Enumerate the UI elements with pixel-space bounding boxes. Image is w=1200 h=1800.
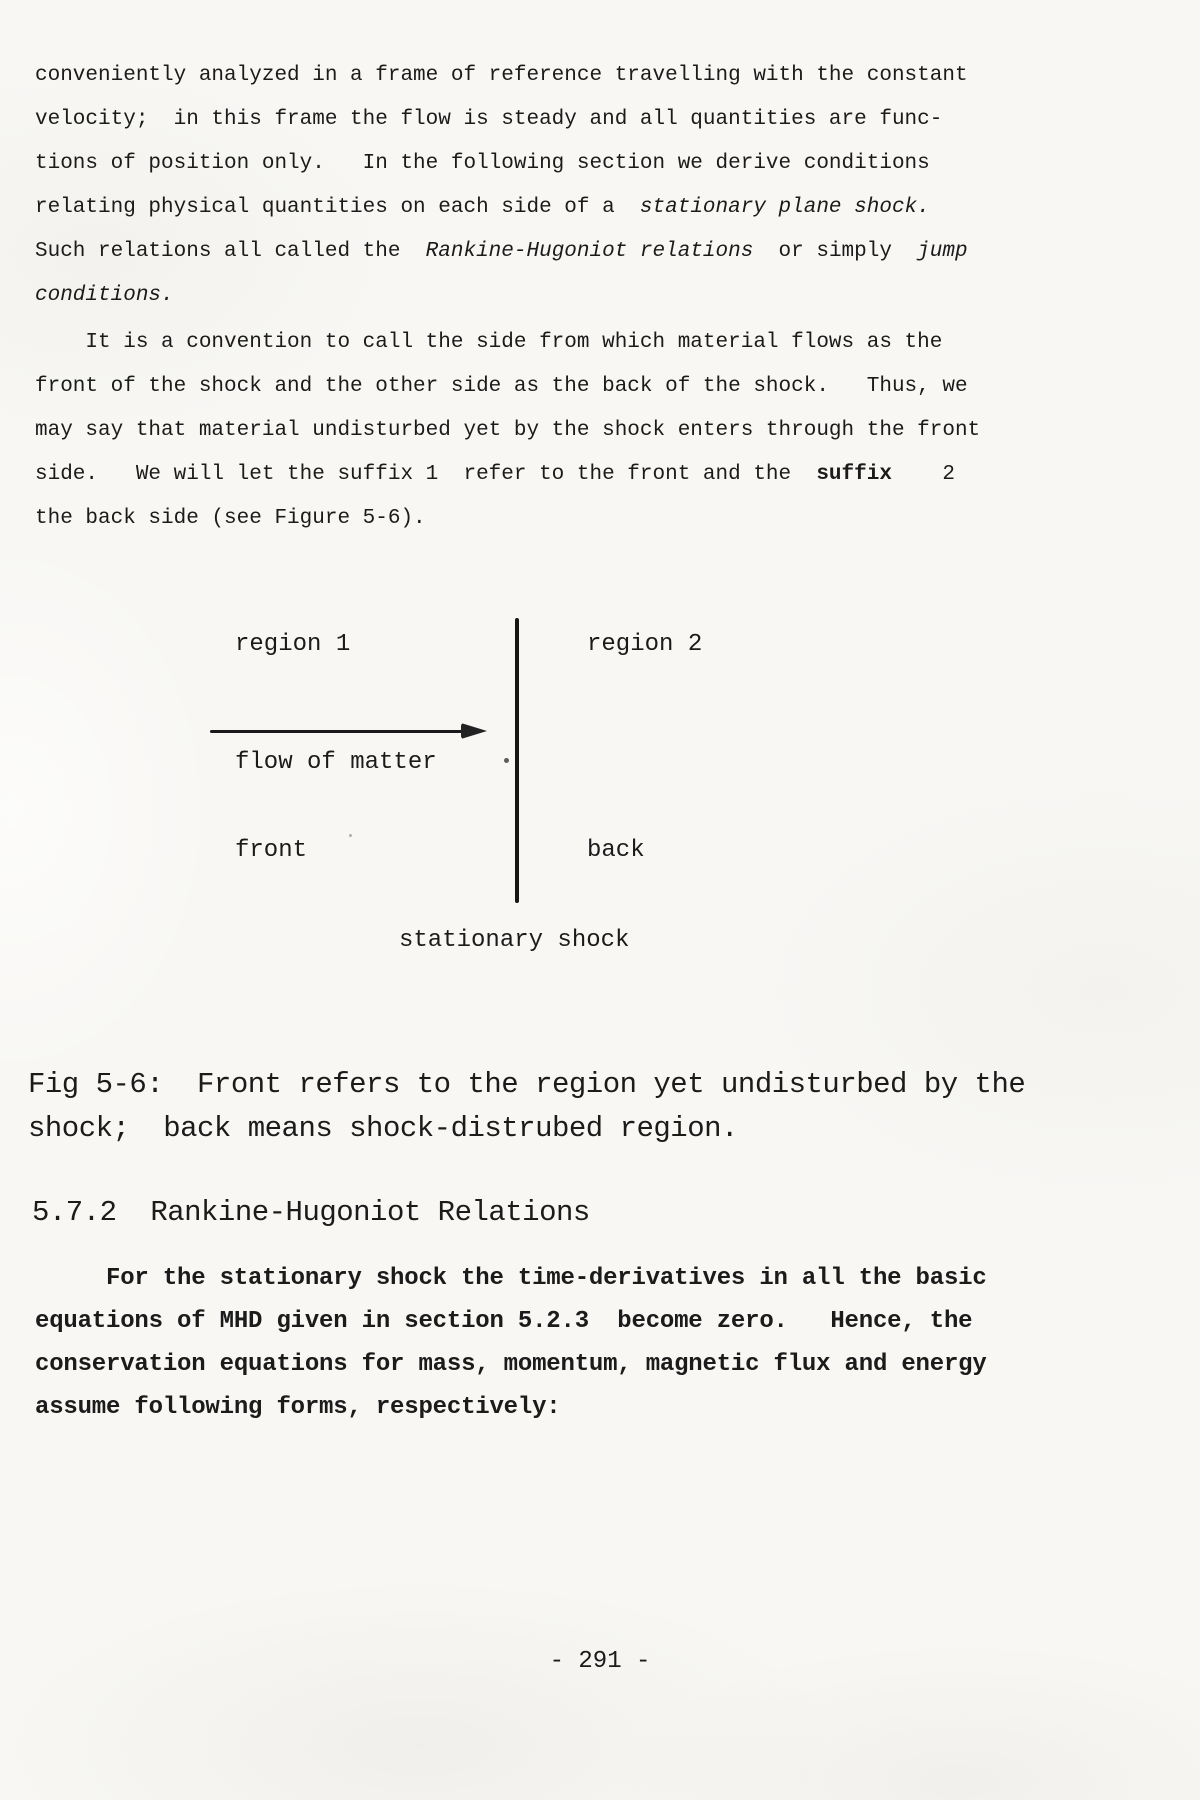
text-segment: Fig 5-6: Front refers to the region yet undisturbed by the	[28, 1068, 1026, 1101]
text-segment: equations of MHD given in section 5.2.3 become zero. Hence, the	[35, 1308, 973, 1335]
paragraph-rankine-hugoniot	[35, 1257, 987, 1429]
text-line	[35, 1343, 987, 1386]
text-segment: front of the shock and the other side as the back of the shock. Thus, we	[35, 375, 968, 398]
flow-arrow-head-icon	[461, 723, 487, 739]
section-heading: 5.7.2 Rankine-Hugoniot Relations	[32, 1196, 590, 1229]
figure-label-flow-of-matter: flow of matter	[235, 749, 437, 776]
text-segment: or simply	[753, 240, 918, 263]
text-line	[28, 1107, 1025, 1151]
text-segment: the back side (see Figure 5-6).	[35, 507, 426, 530]
flow-arrow	[210, 730, 463, 733]
scan-speck	[504, 758, 509, 763]
text-segment: Rankine-Hugoniot relations	[425, 240, 754, 263]
text-segment: stationary plane shock.	[639, 196, 930, 219]
text-segment: For the stationary shock the time-derivatives in all the basic	[35, 1265, 987, 1292]
text-segment: 2	[891, 463, 955, 486]
text-segment: may say that material undisturbed yet by the shock enters through the front	[35, 419, 981, 442]
figure-caption	[28, 1063, 1025, 1151]
page-number: - 291 -	[549, 1648, 651, 1675]
scan-speck	[349, 834, 352, 837]
text-segment: side. We will let the suffix 1 refer to the front and the	[35, 463, 817, 486]
text-line	[35, 1257, 987, 1300]
figure-label-region1: region 1	[235, 631, 351, 658]
text-segment: assume following forms, respectively:	[35, 1394, 561, 1421]
text-segment: It is a convention to call the side from which material flows as the	[35, 331, 943, 354]
text-segment: jump	[917, 240, 968, 263]
text-segment: tions of position only. In the following section we derive conditions	[35, 152, 930, 175]
shock-line	[515, 618, 519, 903]
figure-label-back: back	[587, 837, 645, 864]
text-segment: conservation equations for mass, momentum, magnetic flux and energy	[35, 1351, 987, 1378]
text-segment: Such relations all called the	[35, 240, 426, 263]
text-segment: conveniently analyzed in a frame of reference travelling with the constant	[35, 64, 968, 87]
text-line	[28, 1063, 1025, 1107]
text-segment: suffix	[816, 463, 892, 486]
text-line	[35, 1386, 987, 1429]
figure-label-front: front	[235, 837, 308, 864]
text-segment: velocity; in this frame the flow is steady and all quantities are func-	[35, 108, 943, 131]
figure-label-stationary-shock: stationary shock	[399, 927, 630, 954]
text-segment: relating physical quantities on each side of a	[35, 196, 640, 219]
text-segment: shock; back means shock-distrubed region.	[28, 1112, 738, 1145]
text-line	[35, 1300, 987, 1343]
figure-label-region2: region 2	[587, 631, 703, 658]
text-segment: conditions.	[35, 284, 174, 307]
